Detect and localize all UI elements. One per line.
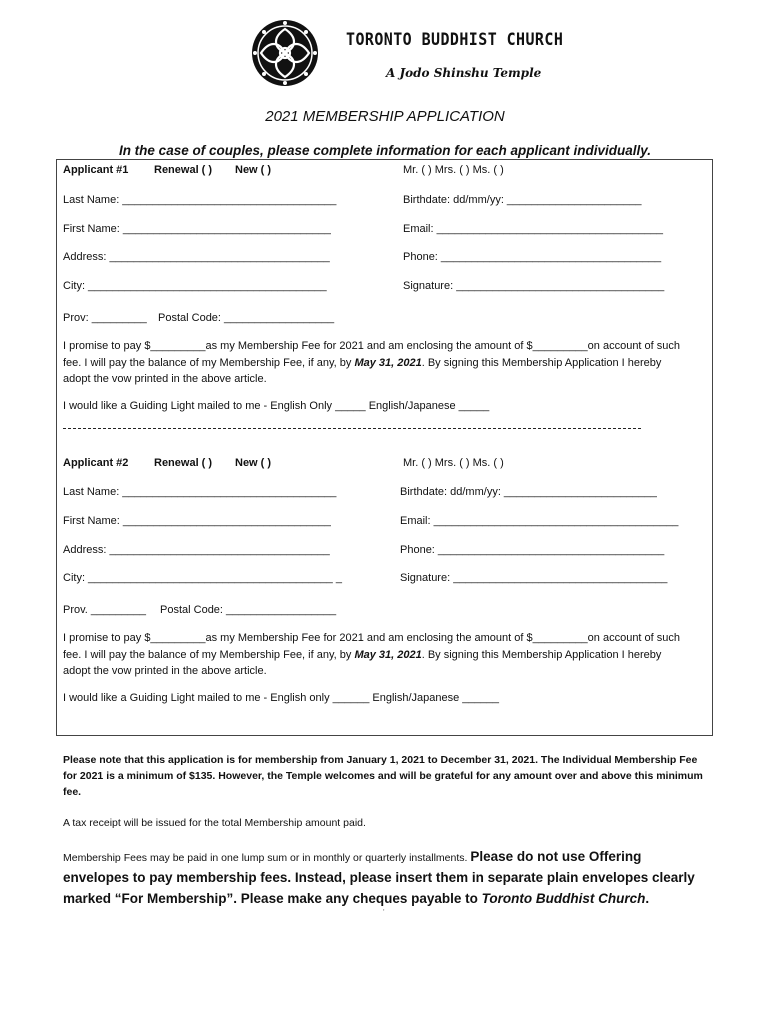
membership-period-note: Please note that this application is for membership from January 1, 2021 to December 31, 2021. The Individual Membership Fee for 2021 is a minimum of $135. However, the Temple welcomes and will be grateful for any amount over and above this minimum fee.: [63, 754, 703, 798]
applicant2-signature-field[interactable]: Signature: ___________________________________: [400, 572, 668, 584]
applicant2-email-field[interactable]: Email: ________________________________________: [400, 515, 679, 527]
applicant1-promise-text: I promise to pay $_________as my Membership Fee for 2021 and am enclosing the amount of $_________on account of such fee. I will pay the balance of my Membership Fee, if any, by May 31, 2021. By signing this Membership Application I hereby adopt the vow printed in the above article.: [63, 340, 681, 385]
applicant1-new-checkbox[interactable]: New ( ): [235, 164, 272, 176]
payment-instructions: Membership Fees may be paid in one lump sum or in monthly or quarterly installments. Please do not use Offering envelopes to pay membership fees. Instead, please insert them in separate plain envelopes clearly marked “For Membership”. Please make any cheques payable to Toronto Buddhist Church.: [63, 849, 695, 906]
applicant2-last-name-field[interactable]: Last Name: ___________________________________: [63, 486, 337, 498]
applicant2-prov-field[interactable]: Prov. _________: [63, 604, 146, 616]
temple-crest-logo: [251, 19, 319, 87]
applicant2-salutation[interactable]: Mr. ( ) Mrs. ( ) Ms. ( ): [403, 457, 504, 469]
form-title: 2021 MEMBERSHIP APPLICATION: [265, 108, 505, 125]
applicant1-last-name-field[interactable]: Last Name: ___________________________________: [63, 194, 337, 206]
church-subtitle: A Jodo Shinshu Temple: [386, 66, 542, 80]
applicant1-renewal-checkbox[interactable]: Renewal ( ): [154, 164, 213, 176]
applicant-divider: [63, 428, 641, 429]
church-name: TORONTO BUDDHIST CHURCH: [346, 30, 564, 50]
applicant1-email-field[interactable]: Email: _____________________________________: [403, 223, 663, 235]
applicant2-birthdate-field[interactable]: Birthdate: dd/mm/yy: _________________________: [400, 486, 657, 498]
applicant2-promise-text: I promise to pay $_________as my Membership Fee for 2021 and am enclosing the amount of $_________on account of such fee. I will pay the balance of my Membership Fee, if any, by May 31, 2021. By signing this Membership Application I hereby adopt the vow printed in the above article.: [63, 632, 681, 677]
applicant1-heading: Applicant #1: [63, 164, 129, 176]
applicant1-phone-field[interactable]: Phone: ____________________________________: [403, 251, 662, 263]
applicant1-signature-field[interactable]: Signature: __________________________________: [403, 280, 665, 292]
applicant1-salutation[interactable]: Mr. ( ) Mrs. ( ) Ms. ( ): [403, 164, 504, 176]
applicant1-city-field[interactable]: City: _______________________________________: [63, 280, 327, 292]
applicant1-first-name-field[interactable]: First Name: __________________________________: [63, 223, 331, 235]
applicant1-birthdate-field[interactable]: Birthdate: dd/mm/yy: ______________________: [403, 194, 642, 206]
page-mark: ': [383, 908, 385, 917]
applicant1-prov-field[interactable]: Prov: _________: [63, 312, 147, 324]
applicant2-guiding-light-option[interactable]: I would like a Guiding Light mailed to me - English only ______ English/Japanese ______: [63, 692, 500, 704]
applicant2-renewal-checkbox[interactable]: Renewal ( ): [154, 457, 213, 469]
applicant2-first-name-field[interactable]: First Name: __________________________________: [63, 515, 331, 527]
applicant2-heading: Applicant #2: [63, 457, 129, 469]
applicant2-postal-code-field[interactable]: Postal Code: __________________: [160, 604, 337, 616]
applicant1-postal-code-field[interactable]: Postal Code: __________________: [158, 312, 335, 324]
applicant2-address-field[interactable]: Address: ____________________________________: [63, 544, 330, 556]
applicant1-address-field[interactable]: Address: ____________________________________: [63, 251, 330, 263]
form-instructions: In the case of couples, please complete information for each applicant individually.: [118, 143, 652, 158]
applicant2-new-checkbox[interactable]: New ( ): [235, 457, 272, 469]
tax-receipt-note: A tax receipt will be issued for the total Membership amount paid.: [63, 817, 366, 829]
applicant2-phone-field[interactable]: Phone: _____________________________________: [400, 544, 665, 556]
applicant2-city-field[interactable]: City: ________________________________________ _: [63, 572, 342, 584]
applicant1-guiding-light-option[interactable]: I would like a Guiding Light mailed to me - English Only _____ English/Japanese _____: [63, 400, 490, 412]
